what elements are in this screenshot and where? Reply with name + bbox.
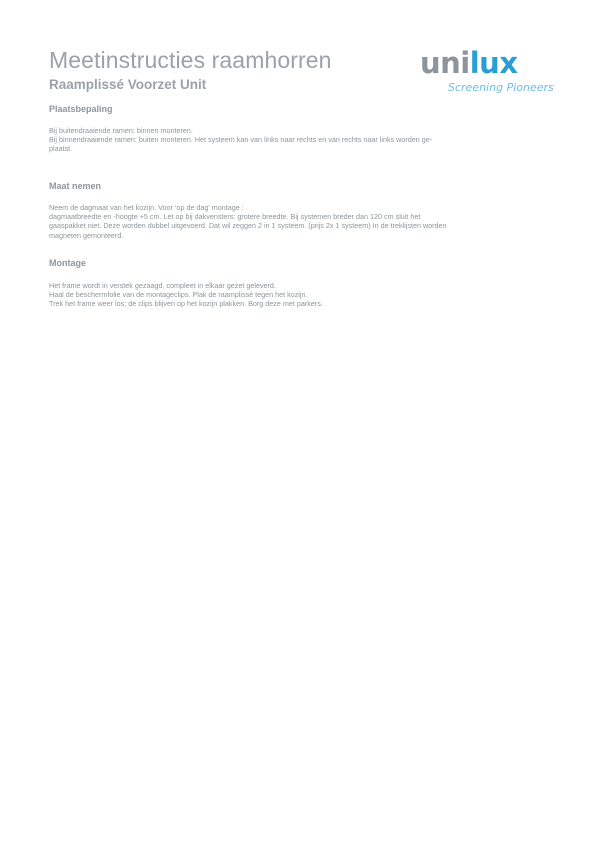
text-line: plaatst.	[49, 144, 73, 154]
text-line: Trek het frame weer los; de clips blijven op het kozijn plakken. Borg deze met parkers.	[49, 299, 323, 309]
section-heading-plaatsbepaling: Plaatsbepaling	[49, 104, 113, 114]
section-heading-montage: Montage	[49, 258, 86, 268]
text-line: Haal de beschermfolie van de montageclips. Plak de raamplissé tegen het kozijn.	[49, 290, 308, 300]
text-line: dagmaatbreedte en -hoogte +5 cm. Let op bij dakvensters: grotere breedte. Bij systemen breder dan 120 cm sluit het	[49, 212, 421, 222]
text-line: gaaspakket niet. Deze worden dubbel uitgevoerd. Dat wil zeggen 2 in 1 systeem. (prijs 2x 1 systeem) In de treklijsten worden	[49, 221, 447, 231]
text-line: magneten gemonteerd.	[49, 230, 124, 240]
page-title: Meetinstructies raamhorren	[49, 47, 332, 73]
text-line: Neem de dagmaat van het kozijn. Voor ‘op de dag’ montage :	[49, 203, 244, 212]
section-text-plaatsbepaling	[49, 126, 549, 154]
logo-tagline: Screening Pioneers	[448, 81, 554, 94]
page-subtitle: Raamplissé Voorzet Unit	[49, 77, 207, 92]
text-line: Bij buitendraaiende ramen: binnen monteren.	[49, 126, 193, 135]
section-text-montage	[49, 281, 549, 309]
text-line: Bij binnendraaiende ramen: buiten monteren. Het systeem kan van links naar rechts en van rechts naar links worden ge-	[49, 135, 433, 145]
logo-wordmark	[420, 46, 518, 80]
section-heading-maat-nemen: Maat nemen	[49, 181, 102, 191]
section-text-maat-nemen	[49, 203, 549, 240]
logo-word-lux: lux	[469, 46, 518, 80]
text-line: Het frame wordt in verstek gezaagd, compleet in elkaar gezet geleverd.	[49, 281, 276, 290]
unilux-logo	[418, 46, 558, 102]
logo-word-uni: uni	[420, 46, 470, 80]
